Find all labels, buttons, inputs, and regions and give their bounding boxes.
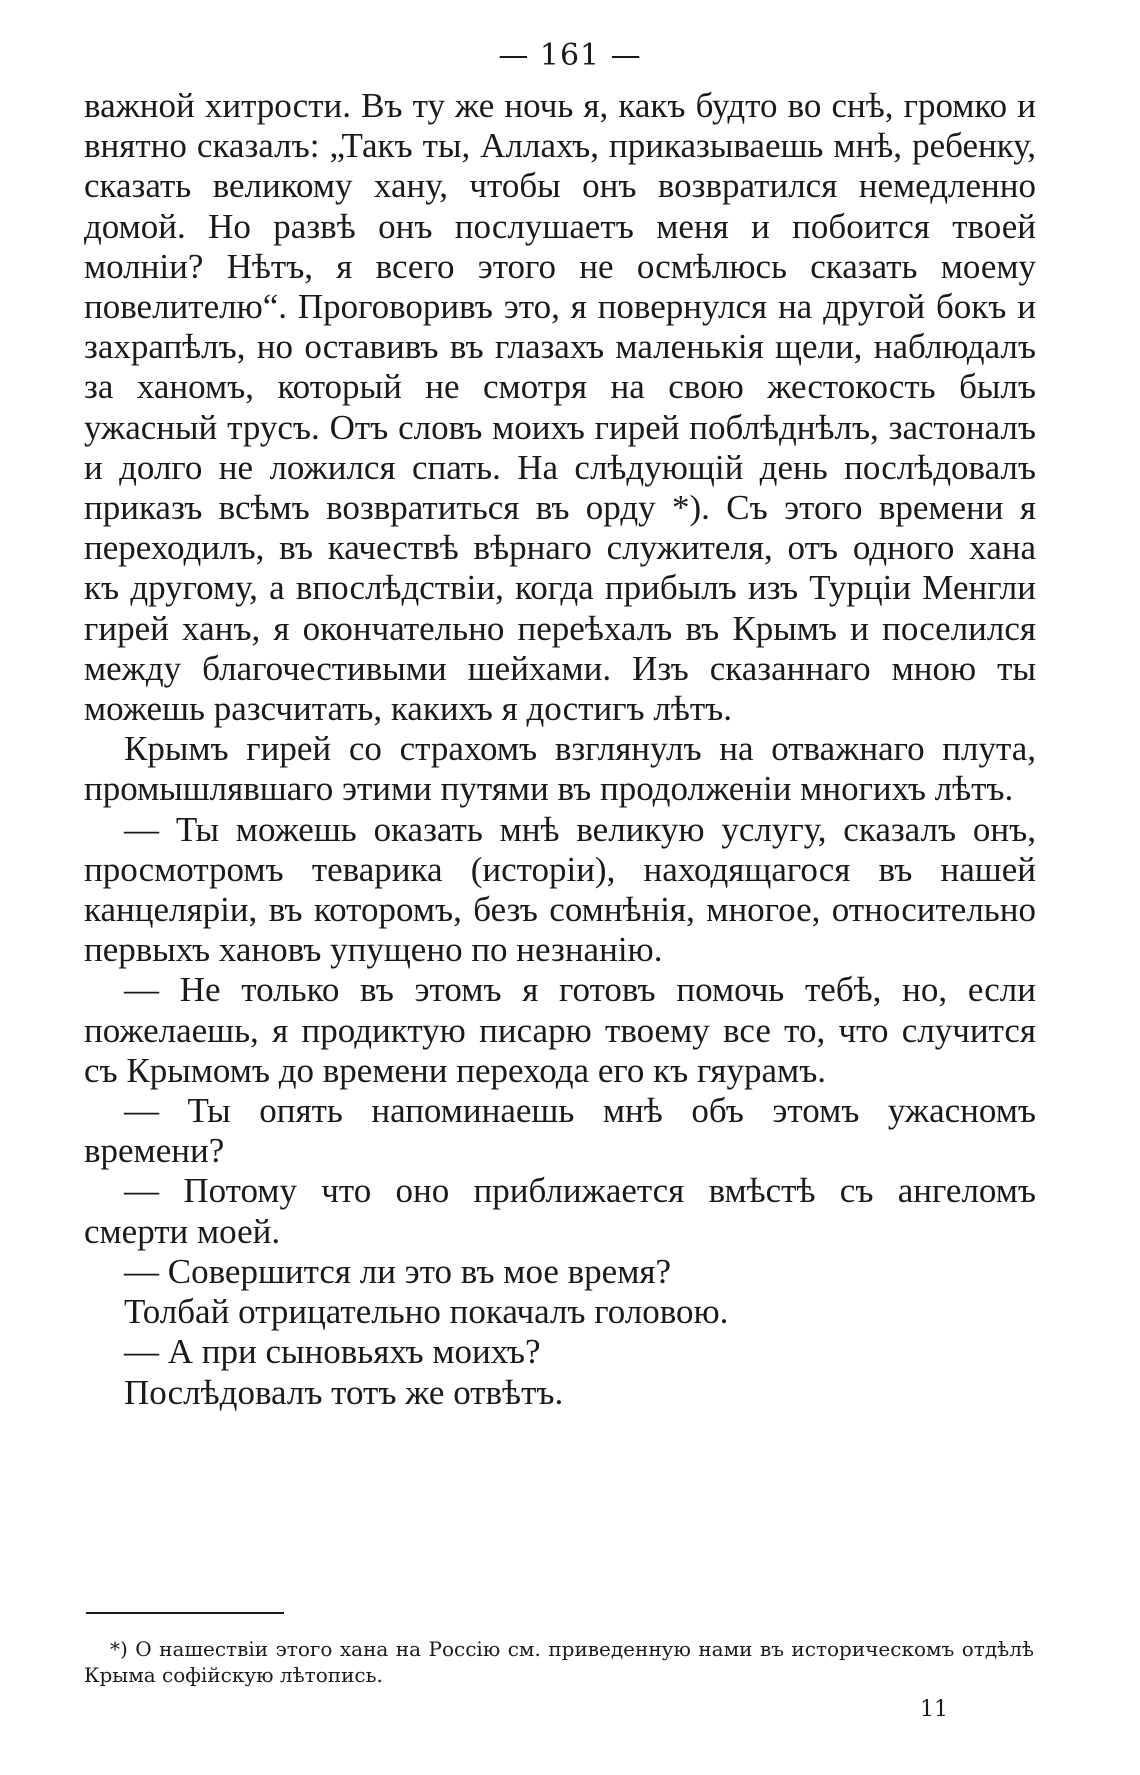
paragraph-1: важной хитрости. Въ ту же ночь я, какъ будто во снѣ, громко и внятно сказалъ: „Такъ ты, Аллахъ, приказываешь мнѣ, ребенку, сказать великому хану, чтобы онъ возвратился немедленно домой. Но развѣ онъ послушаетъ меня и побоится твоей молніи? Нѣтъ, я всего этого не осмѣлюсь сказать моему повелителю“. Проговоривъ это, я повернулся на другой бокъ и захрапѣлъ, но оставивъ въ глазахъ маленькія щели, наблюдалъ за ханомъ, который не смотря на свою жестокость былъ ужасный трусъ. Отъ словъ моихъ гирей поблѣднѣлъ, застоналъ и долго не ложился спать. На слѣдующій день послѣдовалъ приказъ всѣмъ возвратиться въ орду *). Съ этого времени я переходилъ, въ качествѣ вѣрнаго служителя, отъ одного хана къ другому, а впослѣдствіи, когда прибылъ изъ Турціи Менгли гирей ханъ, я окончательно переѣхалъ въ Крымъ и поселился между благочестивыми шейхами. Изъ сказаннаго мною ты можешь разсчитать, какихъ я достигъ лѣтъ. [84,86,1036,729]
page-number: — 161 — [498,38,642,73]
paragraph-9: — А при сыновьяхъ моихъ? [124,1332,541,1372]
paragraph-6: — Потому что оно приближается вмѣстѣ съ ангеломъ смерти моей. [84,1171,1036,1251]
footnote-rule [86,1612,284,1614]
paragraph-2: Крымъ гирей со страхомъ взглянулъ на отважнаго плута, промышлявшаго этими путями въ продолженіи многихъ лѣтъ. [84,729,1036,809]
paragraph-3: — Ты можешь оказать мнѣ великую услугу, сказалъ онъ, просмотромъ теварика (исторіи), находящагося въ нашей канцеляріи, въ которомъ, безъ сомнѣнія, многое, относительно первыхъ хановъ упущено по незнанію. [84,809,1036,970]
signature-mark: 11 [920,1697,948,1722]
paragraph-10: Послѣдовалъ тотъ же отвѣтъ. [124,1372,564,1412]
paragraph-8: Толбай отрицательно покачалъ головою. [124,1292,729,1332]
paragraph-4: — Не только въ этомъ я готовъ помочь тебѣ, но, если пожелаешь, я продиктую писарю твоему все то, что случится съ Крымомъ до времени перехода его къ гяурамъ. [84,970,1036,1090]
paragraph-5: — Ты опять напоминаешь мнѣ объ этомъ ужасномъ времени? [84,1091,1036,1171]
footnote-text: *) О нашествіи этого хана на Россію см. приведенную нами въ историческомъ отдѣлѣ Крыма софійскую лѣтопись. [84,1637,1034,1687]
paragraph-7: — Совершится ли это въ мое время? [124,1251,671,1291]
body-text [84,86,1036,1413]
footnote [84,1636,1034,1688]
